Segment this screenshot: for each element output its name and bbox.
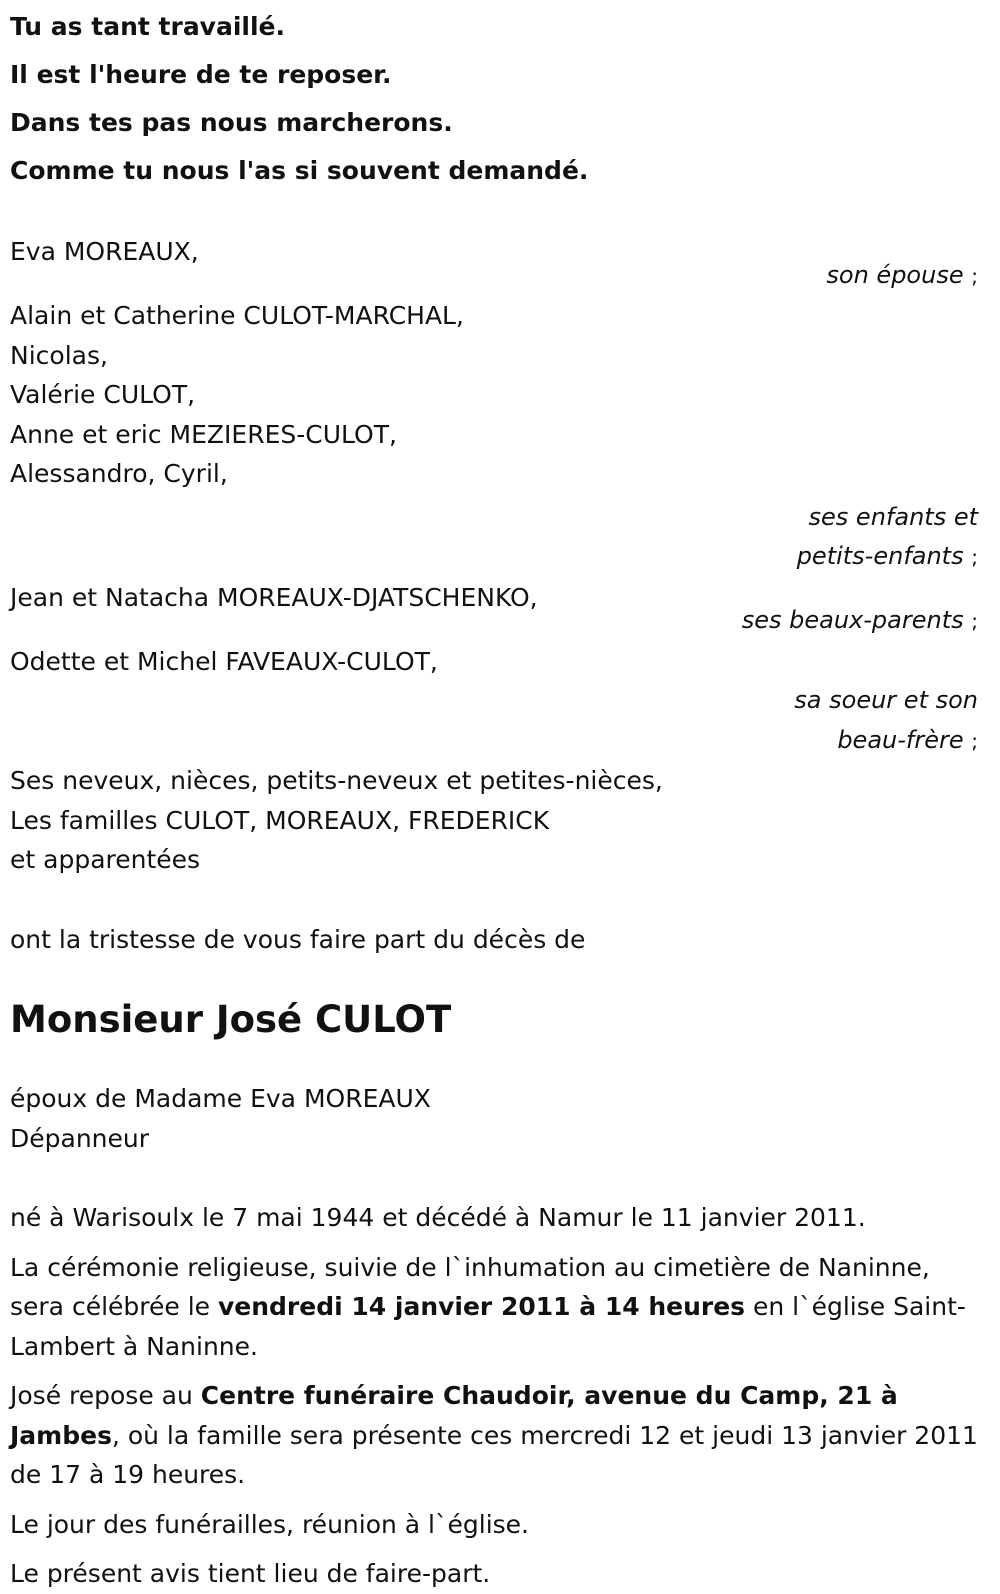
obituary-page (10, 0, 978, 1594)
notice-line: Le présent avis tient lieu de faire-part. (10, 1559, 491, 1588)
deceased-profession: Dépanneur (10, 1123, 150, 1153)
family-spouse (10, 232, 978, 296)
deceased-spouse-line: époux de Madame Eva MOREAUX (10, 1084, 431, 1113)
rest-paragraph: José repose au Centre funéraire Chaudoir, avenue du Camp, 21 à Jambes, où la famille sera présente ces mercredi 12 et jeudi 13 janvier 2011 de 17 à 19 heures. (10, 1381, 978, 1489)
parents-in-law-role: ses beaux-parents ; (741, 606, 978, 634)
family-others (10, 761, 978, 880)
child-name: Anne et eric MEZIERES-CULOT, (10, 419, 397, 449)
deceased-name: Monsieur José CULOT (10, 998, 452, 1041)
announcement: ont la tristesse de vous faire part du décès de (10, 924, 586, 954)
poem (10, 0, 978, 195)
poem-line: Tu as tant travaillé. (10, 12, 286, 41)
child-name: Valérie CULOT, (10, 380, 196, 409)
meeting-line: Le jour des funérailles, réunion à l`église. (10, 1509, 529, 1539)
others-line: Ses neveux, nièces, petits-neveux et petites-nièces, (10, 766, 663, 795)
sibling-role-line2: beau-frère ; (837, 725, 978, 754)
poem-line: Dans tes pas nous marcherons. (10, 108, 453, 137)
spouse-name: Eva MOREAUX, (10, 237, 199, 266)
spouse-role: son épouse ; (826, 260, 978, 289)
others-line: et apparentées (10, 845, 201, 874)
children-role-line2: petits-enfants ; (796, 542, 978, 570)
child-name: Alessandro, Cyril, (10, 459, 228, 488)
ceremony-date: vendredi 14 janvier 2011 à 14 heures (217, 1292, 746, 1321)
child-name: Alain et Catherine CULOT-MARCHAL, (10, 301, 464, 330)
sibling-name: Odette et Michel FAVEAUX-CULOT, (10, 646, 438, 676)
poem-line: Il est l'heure de te reposer. (10, 60, 392, 89)
family-children (10, 296, 978, 578)
sibling-role-line1: sa soeur et son (794, 686, 978, 714)
poem-line: Comme tu nous l'as si souvent demandé. (10, 156, 589, 185)
children-role-line1: ses enfants et (808, 502, 978, 531)
rest-location: Centre funéraire Chaudoir, avenue du Camp, 21 à Jambes (10, 1381, 898, 1450)
family-sibling (10, 642, 978, 762)
birth-death-line: né à Warisoulx le 7 mai 1944 et décédé à Namur le 11 janvier 2011. (10, 1203, 866, 1232)
family-parents-in-law (10, 578, 978, 642)
parents-in-law-name: Jean et Natacha MOREAUX-DJATSCHENKO, (10, 582, 538, 612)
ceremony-paragraph: La cérémonie religieuse, suivie de l`inhumation au cimetière de Naninne, sera célébrée le vendredi 14 janvier 2011 à 14 heures en l`église Saint-Lambert à Naninne. (10, 1252, 966, 1361)
child-name: Nicolas, (10, 340, 108, 370)
others-line: Les familles CULOT, MOREAUX, FREDERICK (10, 805, 550, 835)
